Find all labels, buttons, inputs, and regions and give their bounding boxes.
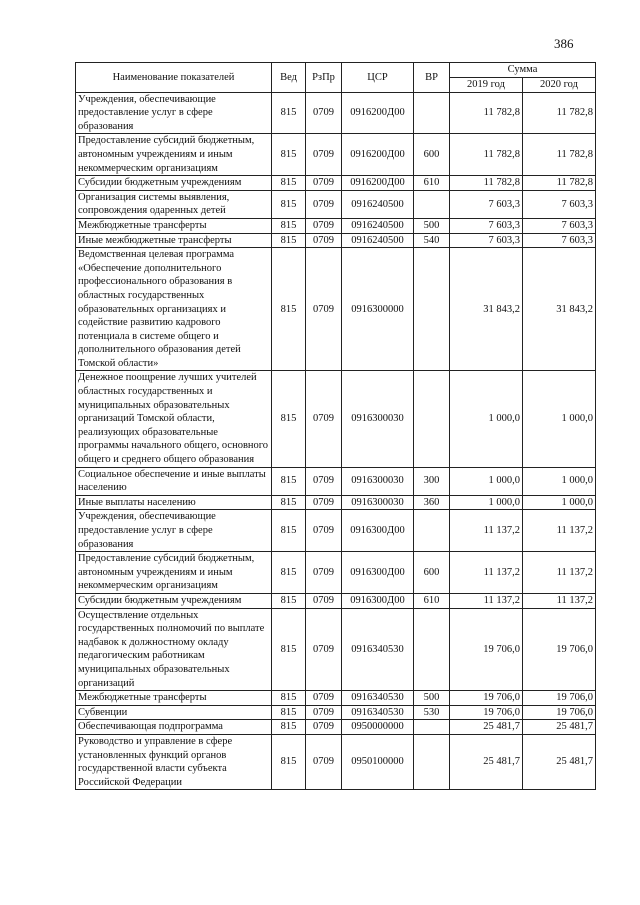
cell-2019: 7 603,3 [450,218,523,233]
cell-name: Организация системы выявления, сопровождения одаренных детей [76,190,272,218]
header-vr: ВР [414,63,450,93]
header-name: Наименование показателей [76,63,272,93]
table-row [76,608,596,691]
cell-2019: 7 603,3 [450,190,523,218]
cell-2019: 11 782,8 [450,92,523,134]
cell-2020: 25 481,7 [523,720,596,735]
cell-ved: 815 [272,134,306,176]
cell-2020: 11 137,2 [523,510,596,552]
cell-name: Предоставление субсидий бюджетным, автономным учреждениям и иным некоммерческим организациям [76,134,272,176]
cell-csr: 0950000000 [342,720,414,735]
cell-rzpr: 0709 [306,510,342,552]
cell-rzpr: 0709 [306,371,342,467]
cell-2019: 7 603,3 [450,233,523,248]
cell-2019: 11 782,8 [450,176,523,191]
cell-ved: 815 [272,495,306,510]
budget-table [75,62,596,790]
cell-vr: 540 [414,233,450,248]
cell-csr: 0916200Д00 [342,176,414,191]
cell-name: Денежное поощрение лучших учителей областных государственных и муниципальных образовательных организаций Томской области, реализующих образовательные программы начального общего, основного общего и среднего общего образования [76,371,272,467]
cell-2019: 25 481,7 [450,720,523,735]
cell-rzpr: 0709 [306,233,342,248]
cell-ved: 815 [272,190,306,218]
cell-2020: 1 000,0 [523,495,596,510]
cell-vr [414,92,450,134]
cell-csr: 0916200Д00 [342,134,414,176]
cell-ved: 815 [272,467,306,495]
cell-2019: 19 706,0 [450,608,523,691]
table-row [76,705,596,720]
cell-csr: 0950100000 [342,734,414,789]
cell-vr: 610 [414,593,450,608]
cell-name: Учреждения, обеспечивающие предоставление услуг в сфере образования [76,510,272,552]
cell-csr: 0916240500 [342,218,414,233]
table-row [76,248,596,371]
cell-rzpr: 0709 [306,176,342,191]
cell-csr: 0916300Д00 [342,593,414,608]
table-row [76,176,596,191]
cell-2020: 7 603,3 [523,218,596,233]
header-rzpr: РзПр [306,63,342,93]
cell-rzpr: 0709 [306,720,342,735]
cell-vr: 600 [414,552,450,594]
cell-vr: 360 [414,495,450,510]
cell-ved: 815 [272,510,306,552]
cell-vr [414,371,450,467]
cell-rzpr: 0709 [306,608,342,691]
cell-csr: 0916300Д00 [342,510,414,552]
cell-name: Ведомственная целевая программа «Обеспечение дополнительного профессионального образования в областных государственных образовательных организациях и содействие развитию кадрового потенциала в системе общего и дополнительного образования детей Томской области» [76,248,272,371]
cell-2019: 11 137,2 [450,593,523,608]
cell-2020: 25 481,7 [523,734,596,789]
cell-csr: 0916300000 [342,248,414,371]
cell-2019: 1 000,0 [450,495,523,510]
cell-2019: 19 706,0 [450,691,523,706]
cell-csr: 0916340530 [342,608,414,691]
cell-name: Субвенции [76,705,272,720]
header-ved: Вед [272,63,306,93]
cell-vr [414,720,450,735]
cell-vr [414,734,450,789]
cell-vr: 500 [414,218,450,233]
cell-name: Руководство и управление в сфере установленных функций органов государственной власти субъекта Российской Федерации [76,734,272,789]
page-number: 386 [554,36,574,51]
cell-csr: 0916200Д00 [342,92,414,134]
cell-2019: 31 843,2 [450,248,523,371]
cell-vr [414,248,450,371]
cell-rzpr: 0709 [306,190,342,218]
cell-name: Межбюджетные трансферты [76,691,272,706]
cell-ved: 815 [272,248,306,371]
cell-2019: 19 706,0 [450,705,523,720]
table-row [76,371,596,467]
table-row [76,92,596,134]
cell-vr: 610 [414,176,450,191]
cell-csr: 0916240500 [342,233,414,248]
cell-csr: 0916300030 [342,467,414,495]
cell-vr [414,510,450,552]
cell-ved: 815 [272,734,306,789]
cell-vr [414,190,450,218]
cell-name: Иные выплаты населению [76,495,272,510]
cell-rzpr: 0709 [306,593,342,608]
cell-2020: 1 000,0 [523,371,596,467]
cell-csr: 0916240500 [342,190,414,218]
cell-name: Субсидии бюджетным учреждениям [76,176,272,191]
table-row [76,734,596,789]
table-row [76,233,596,248]
table-row [76,691,596,706]
cell-2019: 1 000,0 [450,371,523,467]
cell-name: Субсидии бюджетным учреждениям [76,593,272,608]
table-row [76,218,596,233]
cell-2020: 11 137,2 [523,593,596,608]
cell-2019: 11 137,2 [450,510,523,552]
header-sum: Сумма [450,63,596,78]
table-row [76,552,596,594]
cell-2020: 11 782,8 [523,134,596,176]
table-body [76,92,596,790]
cell-ved: 815 [272,176,306,191]
table-row [76,134,596,176]
cell-name: Осуществление отдельных государственных полномочий по выплате надбавок к должностному окладу педагогическим работникам муниципальных образовательных организаций [76,608,272,691]
cell-vr: 600 [414,134,450,176]
cell-csr: 0916300030 [342,371,414,467]
cell-name: Предоставление субсидий бюджетным, автономным учреждениям и иным некоммерческим организациям [76,552,272,594]
cell-ved: 815 [272,218,306,233]
table-row [76,190,596,218]
cell-rzpr: 0709 [306,218,342,233]
cell-2020: 11 782,8 [523,176,596,191]
cell-csr: 0916300Д00 [342,552,414,594]
cell-2019: 11 137,2 [450,552,523,594]
cell-name: Межбюджетные трансферты [76,218,272,233]
header-year-2020: 2020 год [523,78,596,93]
cell-rzpr: 0709 [306,734,342,789]
cell-rzpr: 0709 [306,92,342,134]
cell-name: Социальное обеспечение и иные выплаты населению [76,467,272,495]
header-csr: ЦСР [342,63,414,93]
cell-ved: 815 [272,691,306,706]
cell-name: Иные межбюджетные трансферты [76,233,272,248]
cell-2020: 1 000,0 [523,467,596,495]
cell-rzpr: 0709 [306,705,342,720]
cell-rzpr: 0709 [306,248,342,371]
cell-name: Обеспечивающая подпрограмма [76,720,272,735]
table-row [76,495,596,510]
cell-ved: 815 [272,371,306,467]
table-row [76,720,596,735]
cell-2020: 31 843,2 [523,248,596,371]
cell-vr: 300 [414,467,450,495]
table-row [76,593,596,608]
cell-ved: 815 [272,705,306,720]
table-row [76,467,596,495]
cell-2019: 1 000,0 [450,467,523,495]
cell-vr: 530 [414,705,450,720]
cell-rzpr: 0709 [306,467,342,495]
cell-2020: 11 782,8 [523,92,596,134]
cell-csr: 0916340530 [342,691,414,706]
cell-vr [414,608,450,691]
cell-rzpr: 0709 [306,495,342,510]
cell-ved: 815 [272,552,306,594]
header-year-2019: 2019 год [450,78,523,93]
cell-ved: 815 [272,720,306,735]
cell-name: Учреждения, обеспечивающие предоставление услуг в сфере образования [76,92,272,134]
cell-2020: 19 706,0 [523,705,596,720]
cell-ved: 815 [272,233,306,248]
cell-2020: 19 706,0 [523,608,596,691]
cell-rzpr: 0709 [306,552,342,594]
cell-csr: 0916300030 [342,495,414,510]
cell-2020: 7 603,3 [523,233,596,248]
cell-2019: 25 481,7 [450,734,523,789]
cell-rzpr: 0709 [306,691,342,706]
table-row [76,510,596,552]
cell-ved: 815 [272,593,306,608]
cell-ved: 815 [272,608,306,691]
cell-2020: 19 706,0 [523,691,596,706]
cell-2020: 7 603,3 [523,190,596,218]
cell-rzpr: 0709 [306,134,342,176]
cell-2019: 11 782,8 [450,134,523,176]
cell-ved: 815 [272,92,306,134]
cell-csr: 0916340530 [342,705,414,720]
cell-vr: 500 [414,691,450,706]
cell-2020: 11 137,2 [523,552,596,594]
